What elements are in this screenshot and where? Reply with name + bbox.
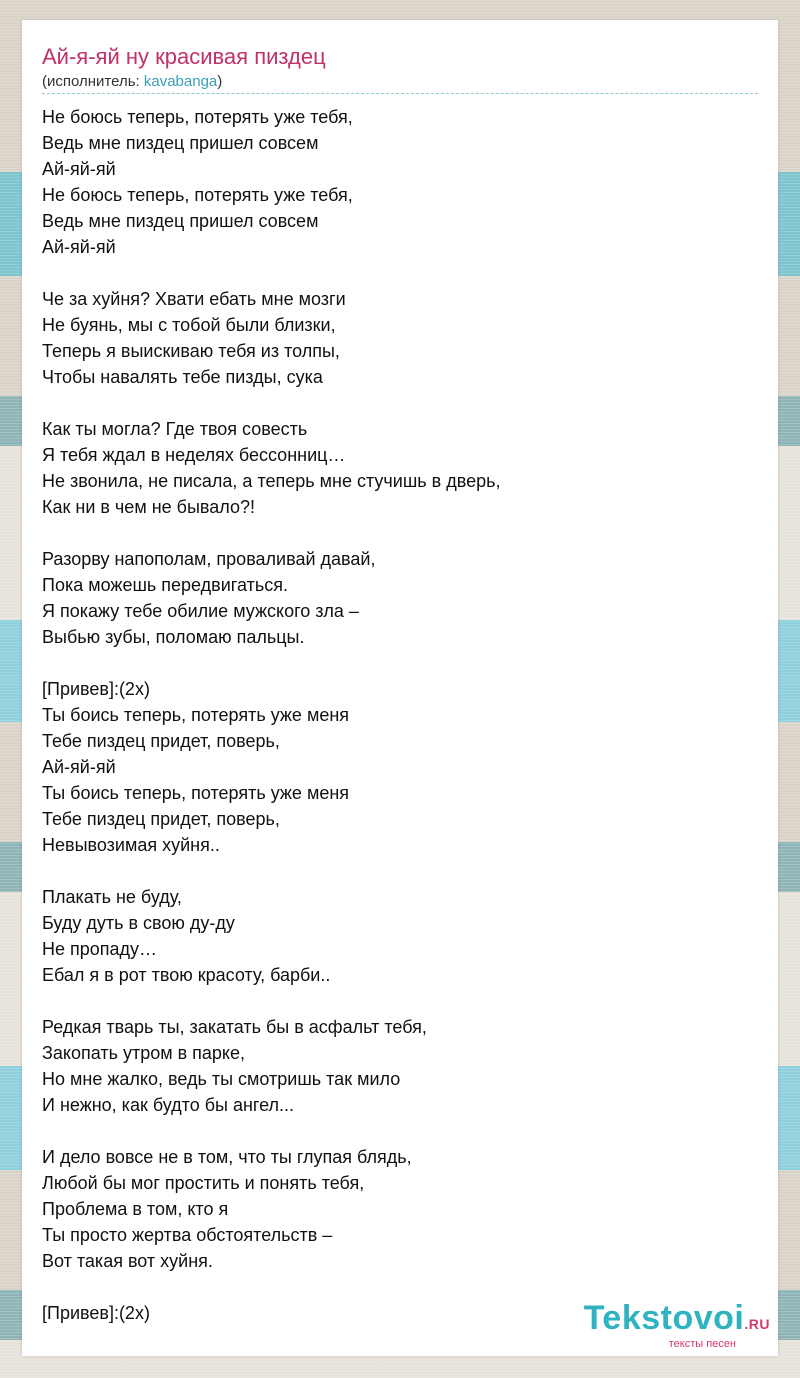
- logo-wordmark: [584, 1301, 770, 1341]
- site-logo[interactable]: [584, 1301, 770, 1350]
- logo-tagline: тексты песен: [668, 1338, 736, 1350]
- artist-line: [42, 73, 222, 91]
- artist-link[interactable]: kavabanga: [143, 73, 218, 90]
- song-title: Ай-я-яй ну красивая пиздец: [42, 44, 326, 69]
- logo-name: Tekstovoi: [583, 1299, 745, 1337]
- artist-prefix: (исполнитель:: [42, 73, 144, 90]
- lyrics-text: Не боюсь теперь, потерять уже тебя, Ведь мне пиздец пришел совсем Ай-яй-яй Не боюсь теперь, потерять уже тебя, Ведь мне пиздец пришел совсем Ай-яй-яй Че за хуйня? Хвати ебать мне мозги Не буянь, мы с тобой были близки, Теперь я выискиваю тебя из толпы, Чтобы навалять тебе пизды, сука Как ты могла? Где твоя совесть Я тебя ждал в неделях бессонниц… Не звонила, не писала, а теперь мне стучишь в дверь, Как ни в чем не бывало?! Разорву напополам, проваливай давай, Пока можешь передвигаться. Я покажу тебе обилие мужского зла – Выбью зубы, поломаю пальцы. [Привев]:(2x) Ты боись теперь, потерять уже меня Тебе пиздец придет, поверь, Ай-яй-яй Ты боись теперь, потерять уже меня Тебе пиздец придет, поверь, Невывозимая хуйня.. Плакать не буду, Буду дуть в свою ду-ду Не пропаду… Ебал я в рот твою красоту, барби.. Редкая тварь ты, закатать бы в асфальт тебя, Закопать утром в парке, Но мне жалко, ведь ты смотришь так мило И нежно, как будто бы ангел... И дело вовсе не в том, что ты глупая блядь, Любой бы мог простить и понять тебя, Проблема в том, кто я Ты просто жертва обстоятельств – Вот такая вот хуйня. [Привев]:(2x): [42, 107, 501, 1323]
- header-divider: [42, 93, 758, 94]
- lyrics-card: [22, 20, 778, 1356]
- artist-suffix: ): [217, 73, 223, 90]
- logo-tld: .RU: [744, 1316, 770, 1332]
